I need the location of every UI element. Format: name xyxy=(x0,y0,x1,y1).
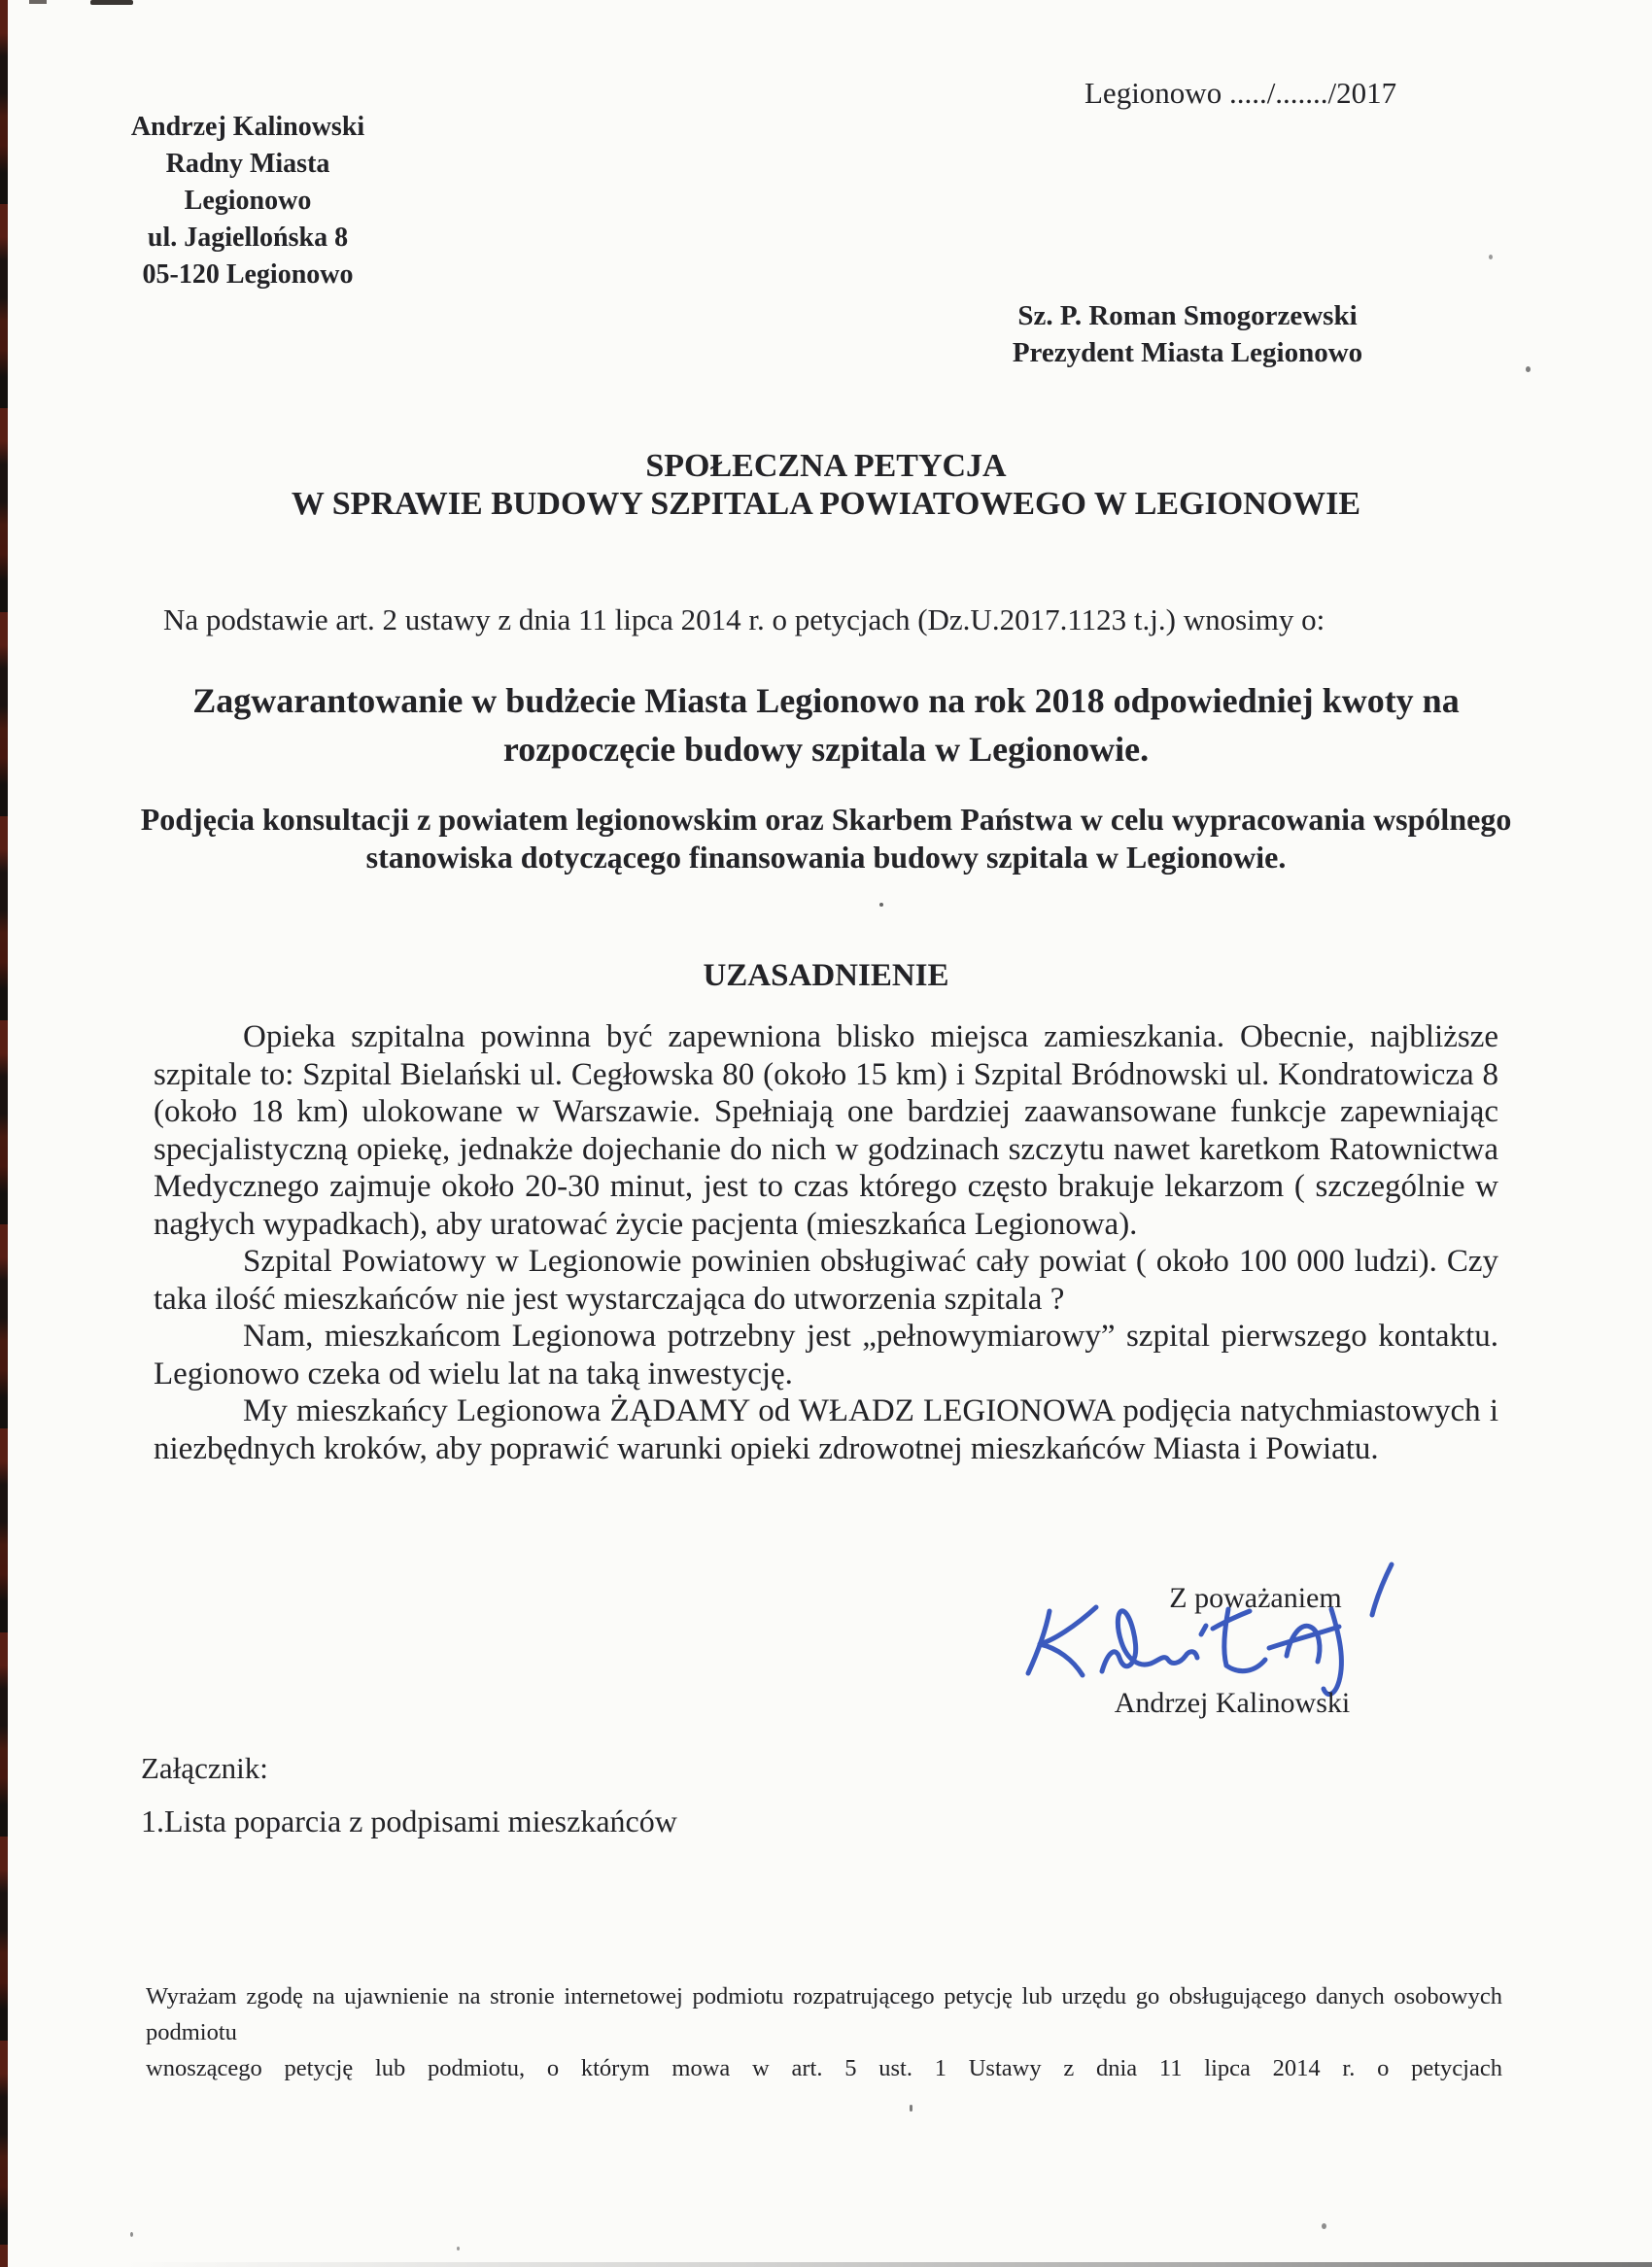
scan-artifact-top-dash xyxy=(90,0,133,5)
sender-name: Andrzej Kalinowski xyxy=(130,112,365,142)
sender-postal: 05-120 Legionowo xyxy=(142,259,354,290)
paragraph-3: Nam, mieszkańcom Legionowa potrzebny jest „pełnowymiarowy” szpital pierwszego kontaktu. Legionowo czeka od wielu lat na taką inwestycję. xyxy=(154,1319,1498,1391)
recipient-name: Sz. P. Roman Smogorzewski xyxy=(1017,300,1358,331)
closing-salutation: Z poważaniem xyxy=(1169,1582,1342,1614)
sender-address-block xyxy=(87,109,408,293)
sender-street: ul. Jagiellońska 8 xyxy=(147,223,349,253)
signatory-printed-name: Andrzej Kalinowski xyxy=(1114,1687,1351,1719)
paragraph-2: Szpital Powiatowy w Legionowie powinien obsługiwać cały powiat ( około 100 000 ludzi). Czy taka ilość mieszkańców nie jest wystarczająca do utworzenia szpitala ? xyxy=(154,1244,1498,1317)
paragraph-1: Opieka szpitalna powinna być zapewniona blisko miejsca zamieszkania. Obecnie, najbliższe szpitale to: Szpital Bielański ul. Cegłowska 80 (około 15 km) i Szpital Bródnowski ul. Kondratowicza 8 (około 18 km) ulokowane w Warszawie. Spełniają one bardziej zaawansowane funkcje zapewniając specjalistyczną opiekę, jednakże dojechanie do nich w godzinach szczytu nawet karetkom Ratownictwa Medycznego zajmuje około 20-30 minut, jest to czas którego często brakuje lekarzom ( szczególnie w nagłych wypadkach), aby uratować życie pacjenta (mieszkańca Legionowa). xyxy=(154,1019,1498,1242)
consent-footer-line1: Wyrażam zgodę na ujawnienie na stronie internetowej podmiotu rozpatrującego petycję lub urzędu go obsługującego danych osobowych podmiotu xyxy=(146,1983,1502,2045)
sender-role: Radny Miasta xyxy=(165,149,330,179)
demand-1: Zagwarantowanie w budżecie Miasta Legionowo na rok 2018 odpowiedniej kwoty na rozpoczęcie budowy szpitala w Legionowie. xyxy=(192,681,1460,769)
recipient-block xyxy=(983,297,1392,371)
scan-speck xyxy=(910,2105,912,2112)
scan-speck xyxy=(1489,255,1493,259)
scan-edge-artifact-bottom xyxy=(126,2262,1652,2267)
scan-speck xyxy=(130,2232,133,2237)
scan-speck xyxy=(457,2247,460,2250)
petition-title xyxy=(0,447,1652,523)
sender-city: Legionowo xyxy=(184,186,312,216)
date-line: Legionowo ...../......./2017 xyxy=(1084,76,1397,110)
scan-speck xyxy=(1526,366,1531,372)
petition-title-line2: W SPRAWIE BUDOWY SZPITALA POWIATOWEGO W LEGIONOWIE xyxy=(291,486,1361,522)
justification-heading: UZASADNIENIE xyxy=(703,958,949,993)
scan-speck xyxy=(879,903,883,907)
attachment-label: Załącznik: xyxy=(141,1751,268,1785)
scan-speck xyxy=(1322,2223,1326,2229)
consent-footer xyxy=(146,1978,1502,2086)
petition-title-line1: SPOŁECZNA PETYCJA xyxy=(645,448,1007,484)
paragraph-4: My mieszkańcy Legionowa ŻĄDAMY od WŁADZ LEGIONOWA podjęcia natychmiastowych i niezbędnych kroków, aby poprawić warunki opieki zdrowotnej mieszkańców Miasta i Powiatu. xyxy=(154,1393,1498,1466)
consent-footer-line2: wnoszącego petycję lub podmiotu, o którym mowa w art. 5 ust. 1 Ustawy z dnia 11 lipca 2014 r. o petycjach xyxy=(146,2055,1502,2081)
scan-artifact-top-dash-small xyxy=(29,0,47,4)
justification-body xyxy=(154,1018,1498,1467)
demand-2: Podjęcia konsultacji z powiatem legionowskim oraz Skarbem Państwa w celu wypracowania wspólnego stanowiska dotyczącego finansowania budowy szpitala w Legionowie. xyxy=(140,802,1512,875)
attachment-item: 1.Lista poparcia z podpisami mieszkańców xyxy=(141,1803,677,1838)
recipient-role: Prezydent Miasta Legionowo xyxy=(1012,337,1363,368)
legal-basis-line: Na podstawie art. 2 ustawy z dnia 11 lipca 2014 r. o petycjach (Dz.U.2017.1123 t.j.) wnosimy o: xyxy=(163,602,1325,636)
scan-edge-artifact-left xyxy=(0,0,8,2267)
